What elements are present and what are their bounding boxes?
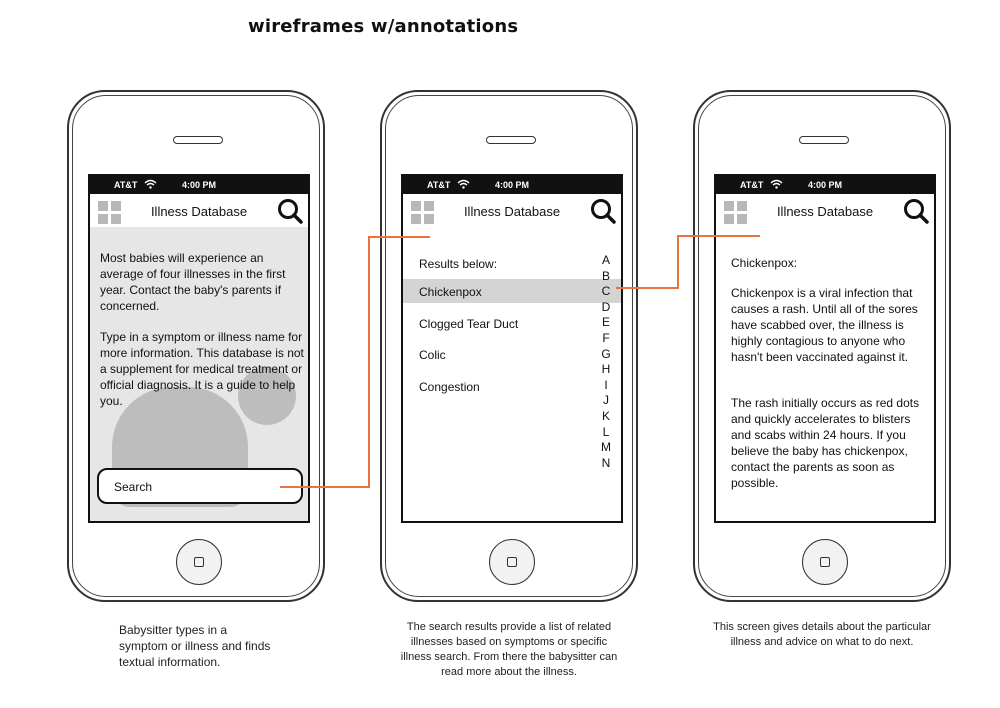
alpha-letter[interactable]: E [601, 315, 610, 330]
alpha-letter[interactable]: D [601, 299, 611, 314]
page-title: wireframes w/annotations [248, 16, 519, 37]
instructions-paragraph: Type in a symptom or illness name for more information. This database is not a supplement for medical treatment or official diagnosis. It is a guide to help you. [100, 330, 304, 408]
alpha-letter[interactable]: F [602, 330, 610, 345]
result-item-clogged-tear-duct[interactable]: Clogged Tear Duct [419, 317, 519, 331]
caption-screen3: This screen gives details about the particular illness and advice on what to do next. [713, 621, 931, 648]
detail-paragraph-2: The rash initially occurs as red dots and quickly accelerates to blisters and scabs within 24 hours. If you believe the baby has chickenpox, contact the parents as soon as possible. [731, 396, 920, 490]
app-title: Illness Database [463, 204, 561, 219]
caption-screen2: The search results provide a list of related illnesses based on symptoms or specific illness search. From there the babysitter can read more about the illness. [400, 621, 618, 678]
alpha-letter[interactable]: B [601, 268, 610, 283]
connector-results-to-detail [616, 236, 760, 288]
connector-search-to-results [280, 237, 430, 487]
time-label: 4:00 PM [182, 180, 217, 190]
result-item-colic[interactable]: Colic [419, 348, 446, 362]
time-label: 4:00 PM [495, 180, 530, 190]
search-input[interactable]: Search [97, 468, 303, 504]
results-label: Results below: [419, 257, 498, 271]
alpha-letter[interactable]: G [601, 346, 611, 361]
app-title: Illness Database [150, 204, 248, 219]
detail-heading: Chickenpox: [731, 256, 798, 270]
alpha-letter[interactable]: C [601, 284, 611, 299]
result-item-congestion[interactable]: Congestion [419, 380, 480, 394]
alpha-letter[interactable]: N [601, 455, 611, 470]
alpha-letter[interactable]: J [603, 393, 609, 408]
carrier-label: AT&T [740, 180, 764, 190]
alpha-letter[interactable]: L [602, 424, 610, 439]
app-title: Illness Database [776, 204, 874, 219]
caption-screen1: Babysitter types in a symptom or illness and finds textual information. [119, 623, 271, 669]
alpha-letter[interactable]: K [601, 408, 610, 423]
intro-paragraph: Most babies will experience an average of four illnesses in the first year. Contact the baby's parents if concerned. [100, 251, 286, 313]
result-item-chickenpox[interactable]: Chickenpox [419, 285, 482, 299]
detail-paragraph-1: Chickenpox is a viral infection that causes a rash. Until all of the sores have scabbed over, the illness is highly contagious to anyone who hasn't been vaccinated against it. [731, 286, 918, 364]
carrier-label: AT&T [427, 180, 451, 190]
alpha-letter[interactable]: H [601, 362, 611, 377]
alpha-letter[interactable]: M [601, 440, 611, 455]
carrier-label: AT&T [114, 180, 138, 190]
alpha-letter[interactable]: I [604, 377, 608, 392]
alpha-letter[interactable]: A [601, 253, 610, 267]
time-label: 4:00 PM [808, 180, 843, 190]
